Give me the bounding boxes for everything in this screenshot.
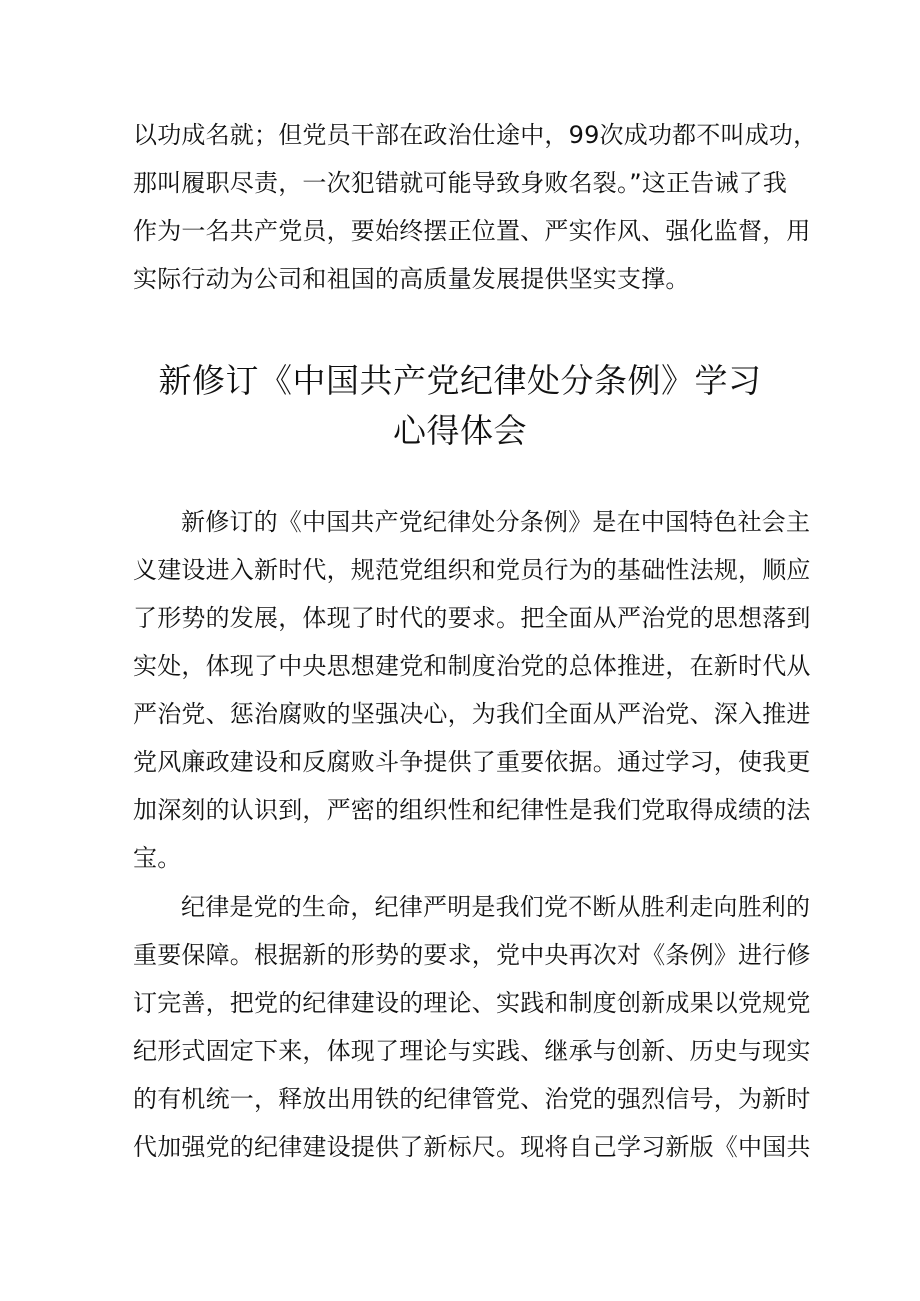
text-line: 党风廉政建设和反腐败斗争提供了重要依据。通过学习，使我更 [133, 748, 811, 776]
text-line: 以功成名就；但党员干部在政治仕途中，99次成功都不叫成功， [133, 121, 818, 149]
text-line: 那叫履职尽责，一次犯错就可能导致身败名裂。”这正告诫了我 [133, 169, 788, 197]
text-line: 纪形式固定下来，体现了理论与实践、继承与创新、历史与现实 [133, 1037, 811, 1065]
text-line: 了形势的发展，体现了时代的要求。把全面从严治党的思想落到 [133, 604, 811, 632]
text-line: 实处，体现了中央思想建党和制度治党的总体推进，在新时代从 [133, 652, 811, 680]
text-line: 的有机统一，释放出用铁的纪律管党、治党的强烈信号，为新时 [133, 1085, 811, 1113]
title-line-2: 心得体会 [393, 411, 527, 450]
text-line: 重要保障。根据新的形势的要求，党中央再次对《条例》进行修 [133, 941, 811, 969]
text-line: 新修订的《中国共产党纪律处分条例》是在中国特色社会主 [181, 508, 811, 536]
title-line-1: 新修订《中国共产党纪律处分条例》学习 [158, 361, 762, 400]
text-line: 义建设进入新时代，规范党组织和党员行为的基础性法规，顺应 [133, 556, 811, 584]
text-line: 作为一名共产党员，要始终摆正位置、严实作风、强化监督，用 [133, 217, 811, 245]
text-line: 实际行动为公司和祖国的高质量发展提供坚实支撑。 [133, 265, 690, 293]
text-line: 代加强党的纪律建设提供了新标尺。现将自己学习新版《中国共 [133, 1133, 811, 1161]
text-line: 订完善，把党的纪律建设的理论、实践和制度创新成果以党规党 [133, 989, 811, 1017]
text-line: 纪律是党的生命，纪律严明是我们党不断从胜利走向胜利的 [181, 893, 811, 921]
text-line: 宝。 [133, 844, 182, 872]
text-line: 加深刻的认识到，严密的组织性和纪律性是我们党取得成绩的法 [133, 796, 811, 824]
text-line: 严治党、惩治腐败的坚强决心，为我们全面从严治党、深入推进 [133, 700, 811, 728]
